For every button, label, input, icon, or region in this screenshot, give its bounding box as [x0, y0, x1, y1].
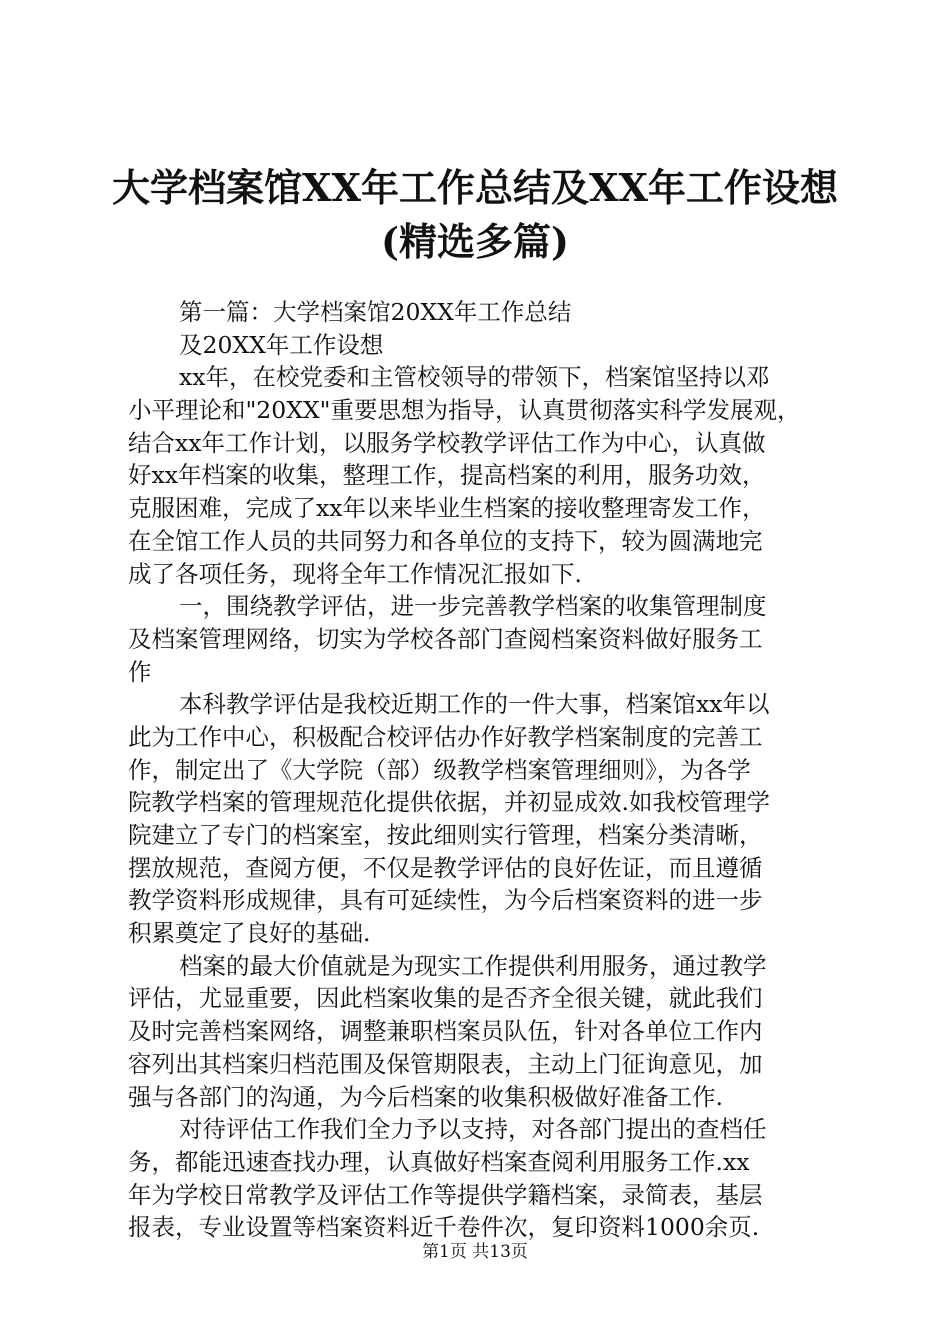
paragraph-line: 摆放规范，查阅方便，不仅是教学评估的良好佐证，而且遵循 [128, 853, 763, 882]
page-number: 第1页 共13页 [422, 1242, 528, 1262]
paragraph-line: 务，都能迅速查找办理，认真做好档案查阅利用服务工作.xx [128, 1147, 750, 1176]
document-title-line-1: 大学档案馆XX年工作总结及XX年工作设想 [112, 165, 838, 210]
paragraph-line: 在全馆工作人员的共同努力和各单位的支持下，较为圆满地完 [128, 526, 763, 555]
paragraph-line: 此为工作中心，积极配合校评估办作好教学档案制度的完善工 [128, 722, 763, 751]
paragraph-line: 报表，专业设置等档案资料近千卷件次，复印资料1000余页. [128, 1213, 760, 1242]
paragraph-line: 年为学校日常教学及评估工作等提供学籍档案，录简表，基层 [128, 1180, 763, 1209]
paragraph-line: 院教学档案的管理规范化提供依据，并初显成效.如我校管理学 [128, 788, 770, 817]
document-title-line-2: (精选多篇) [381, 219, 569, 264]
paragraph-line: 容列出其档案归档范围及保管期限表，主动上门征询意见，加 [128, 1049, 763, 1078]
paragraph-line: xx年，在校党委和主管校领导的带领下，档案馆坚持以邓 [179, 363, 770, 392]
paragraph-line: 及时完善档案网络，调整兼职档案员队伍，针对各单位工作内 [128, 1017, 763, 1046]
document-body [128, 296, 828, 1244]
paragraph-line: 强与各部门的沟通，为今后档案的收集积极做好准备工作. [128, 1082, 723, 1111]
paragraph-line: 作，制定出了《大学院（部）级教学档案管理细则》，为各学 [128, 755, 751, 784]
paragraph-line: 小平理论和"20XX"重要思想为指导，认真贯彻落实科学发展观， [128, 396, 801, 425]
section-heading: 第一篇：大学档案馆20XX年工作总结 [179, 298, 572, 326]
paragraph-line: 评估，尤显重要，因此档案收集的是否齐全很关键，就此我们 [128, 984, 763, 1013]
subsection-heading-line: 及档案管理网络，切实为学校各部门查阅档案资料做好服务工 [128, 624, 763, 653]
page-footer [0, 1240, 950, 1264]
paragraph-line: 本科教学评估是我校近期工作的一件大事，档案馆xx年以 [179, 690, 770, 719]
paragraph-line: 积累奠定了良好的基础. [128, 919, 371, 948]
paragraph-line: 教学资料形成规律，具有可延续性，为今后档案资料的进一步 [128, 886, 763, 915]
paragraph-line: 档案的最大价值就是为现实工作提供利用服务，通过教学 [179, 951, 767, 980]
paragraph-line: 院建立了专门的档案室，按此细则实行管理，档案分类清晰， [128, 821, 763, 849]
paragraph-line: 结合xx年工作计划，以服务学校教学评估工作为中心，认真做 [128, 428, 766, 457]
paragraph-line: 对待评估工作我们全力予以支持，对各部门提出的查档任 [179, 1115, 767, 1144]
subsection-heading-line: 作 [128, 657, 152, 686]
section-heading-continued: 及20XX年工作设想 [179, 330, 384, 359]
paragraph-line: 克服困难，完成了xx年以来毕业生档案的接收整理寄发工作， [128, 494, 766, 523]
paragraph-line: 成了各项任务，现将全年工作情况汇报如下. [128, 559, 582, 588]
subsection-heading: 一，围绕教学评估，进一步完善教学档案的收集管理制度 [179, 592, 767, 621]
paragraph-line: 好xx年档案的收集，整理工作，提高档案的利用，服务功效， [128, 461, 766, 490]
